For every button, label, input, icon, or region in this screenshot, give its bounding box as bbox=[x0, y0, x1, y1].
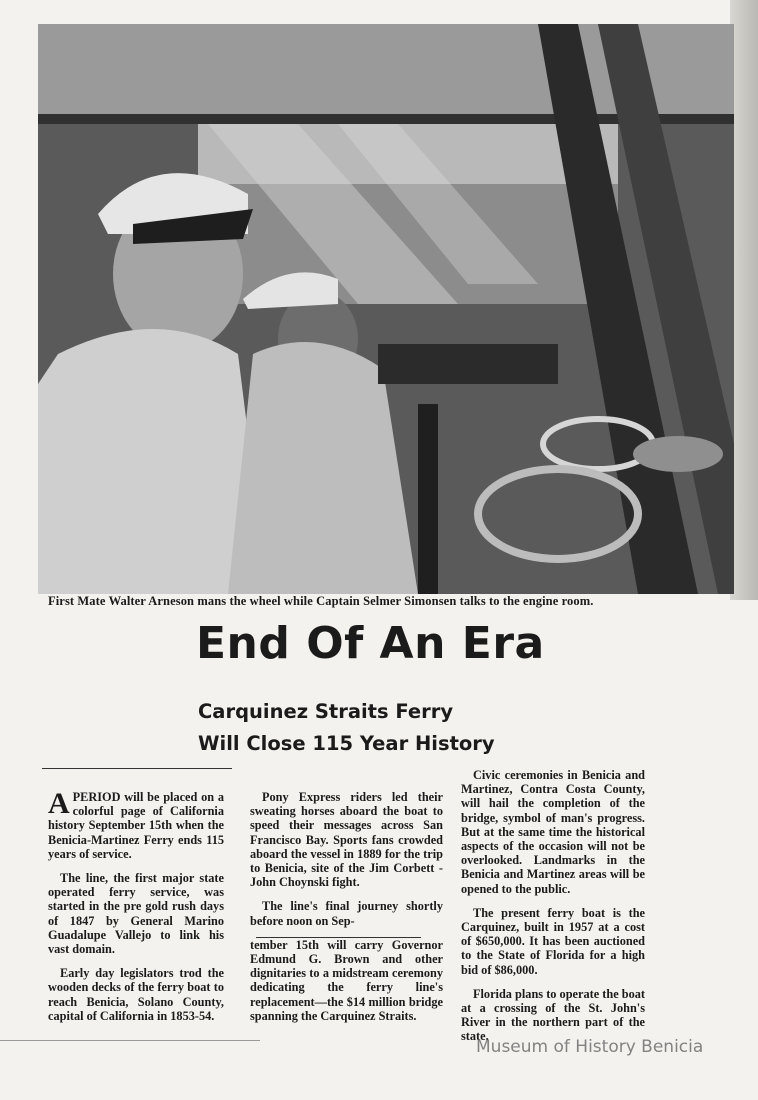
paragraph-1: APERIOD will be placed on a colorful page of California history September 15th when the Benicia-Martinez Ferry ends 115 years of service. bbox=[48, 787, 224, 861]
article-column-3 bbox=[461, 768, 645, 1054]
column-rule-top bbox=[42, 768, 232, 769]
paragraph-7: Civic ceremonies in Benicia and Martinez, Contra Costa County, will hail the completion of the bridge, symbol of man's progress. But at the same time the historical aspects of the occasion will not be overlooked. Landmarks in the Benicia and Martinez areas will be opened to the public. bbox=[461, 768, 645, 896]
paragraph-8: The present ferry boat is the Carquinez, built in 1957 at a cost of $650,000. It has been auctioned to the State of Florida for a high bid of $86,000. bbox=[461, 905, 645, 977]
photo-illustration bbox=[38, 24, 734, 594]
column-rule-bottom bbox=[0, 1040, 260, 1041]
subhead-line-2: Will Close 115 Year History bbox=[198, 732, 495, 755]
headline: End Of An Era bbox=[196, 618, 545, 669]
drop-cap: A bbox=[48, 787, 70, 820]
paragraph-9: Florida plans to operate the boat at a crossing of the St. John's River in the northern part of the state. bbox=[461, 986, 645, 1044]
watermark: Museum of History Benicia bbox=[476, 1037, 704, 1057]
news-photo bbox=[38, 24, 734, 594]
article-column-2 bbox=[250, 790, 443, 1033]
paragraph-5: The line's final journey shortly before noon on Sep- bbox=[250, 899, 443, 928]
photo-caption: First Mate Walter Arneson mans the wheel while Captain Selmer Simonsen talks to the engine room. bbox=[48, 594, 594, 608]
paragraph-6: tember 15th will carry Governor Edmund G. Brown and other dignitaries to a midstream ceremony dedicating the ferry line's replacement—the $14 million bridge spanning the Carquinez Straits. bbox=[250, 937, 443, 1023]
article-column-1 bbox=[48, 787, 224, 1033]
page-edge bbox=[730, 0, 758, 600]
subhead-line-1: Carquinez Straits Ferry bbox=[198, 700, 454, 723]
paragraph-4: Pony Express riders led their sweating horses aboard the boat to speed their messages across San Francisco Bay. Sports fans crowded aboard the vessel in 1889 for the trip to Benicia, site of the Jim Corbett - John Choynski fight. bbox=[250, 790, 443, 890]
paragraph-3: Early day legislators trod the wooden decks of the ferry boat to reach Benicia, Solano County, capital of California in 1853-54. bbox=[48, 966, 224, 1023]
paragraph-2: The line, the first major state operated ferry service, was started in the pre gold rush days of 1847 by General Marino Guadalupe Vallejo to link his vast domain. bbox=[48, 871, 224, 957]
